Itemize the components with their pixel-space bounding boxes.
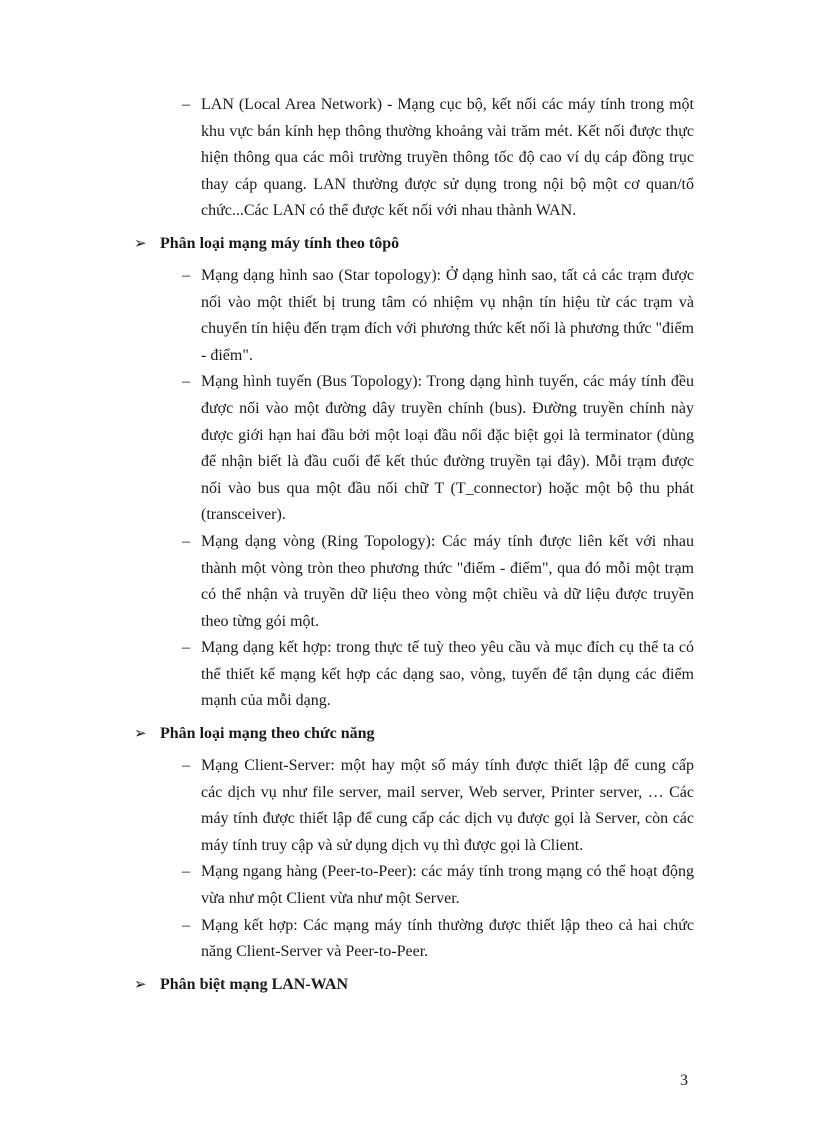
section-heading: [134, 724, 694, 744]
list-item-text: Mạng kết hợp: Các mạng máy tính thường được thiết lập theo cả hai chức năng Client-Server và Peer-to-Peer.: [201, 916, 694, 961]
dash-bullet: –: [182, 639, 190, 657]
dash-bullet: –: [182, 532, 190, 550]
list-item: [142, 369, 694, 529]
section-title: Phân loại mạng theo chức năng: [160, 725, 375, 743]
list-item: [142, 859, 694, 912]
dash-bullet: –: [182, 863, 190, 881]
dash-bullet: –: [182, 373, 190, 391]
section-heading: [134, 234, 694, 254]
list-item-text: Mạng dạng vòng (Ring Topology): Các máy tính được liên kết với nhau thành một vòng tròn theo phương thức "điểm - điểm", qua đó mỗi một trạm có thể nhận và truyền dữ liệu theo vòng một chiều và dữ liệu được truyền theo từng gói một.: [201, 532, 694, 630]
arrow-bullet-icon: ➢: [134, 976, 147, 993]
arrow-bullet-icon: ➢: [134, 235, 147, 252]
dash-bullet: –: [182, 757, 190, 775]
section-title: Phân loại mạng máy tính theo tôpô: [160, 234, 400, 252]
list-item: [142, 263, 694, 369]
section-function: [134, 724, 694, 966]
list-item-text: Mạng Client-Server: một hay một số máy tính được thiết lập để cung cấp các dịch vụ như file server, mail server, Web server, Printer server, … Các máy tính được thiết lập để cung cấp các dịch vụ được gọi là Server, còn các máy tính truy cập và sử dụng dịch vụ thì được gọi là Client.: [201, 757, 694, 854]
arrow-bullet-icon: ➢: [134, 726, 147, 743]
page-number: 3: [680, 1072, 688, 1089]
list-item-text: Mạng dạng hình sao (Star topology): Ở dạng hình sao, tất cả các trạm được nối vào một thiết bị trung tâm có nhiệm vụ nhận tín hiệu từ các trạm và chuyển tín hiệu đến trạm đích với phương thức kết nối là phương thức "điểm - điểm".: [201, 266, 694, 364]
list-item-text: Mạng dạng kết hợp: trong thực tế tuỳ theo yêu cầu và mục đích cụ thể ta có thể thiết kế mạng kết hợp các dạng sao, vòng, tuyến để tận dụng các điểm mạnh của mỗi dạng.: [201, 639, 694, 710]
dash-bullet: –: [182, 916, 190, 934]
dash-bullet: –: [182, 266, 190, 284]
page-content: [134, 92, 694, 1004]
list-item-text: LAN (Local Area Network) - Mạng cục bộ, kết nối các máy tính trong một khu vực bán kính hẹp thông thường khoảng vài trăm mét. Kết nối được thực hiện thông qua các môi trường truyền thông tốc độ cao ví dụ cáp đồng trục thay cáp quang. LAN thường được sử dụng trong nội bộ một cơ quan/tổ chức...Các LAN có thể được kết nối với nhau thành WAN.: [201, 96, 694, 220]
list-item: [142, 529, 694, 635]
list-item: [142, 635, 694, 715]
dash-bullet: –: [182, 96, 190, 113]
list-item-lan: [142, 92, 694, 225]
list-item: [142, 913, 694, 966]
section-lan-wan: [134, 975, 694, 995]
section-topology: [134, 234, 694, 715]
list-item-text: Mạng hình tuyến (Bus Topology): Trong dạng hình tuyến, các máy tính đều được nối vào một đường dây truyền chính (bus). Đường truyền chính này được giới hạn hai đầu bởi một loại đầu nối đặc biệt gọi là terminator (dùng để nhận biết là đầu cuối để kết thúc đường truyền tại đây). Mỗi trạm được nối vào bus qua một đầu nối chữ T (T_connector) hoặc một bộ thu phát (transceiver).: [201, 373, 694, 524]
section-title: Phân biệt mạng LAN-WAN: [160, 975, 349, 993]
list-item-text: Mạng ngang hàng (Peer-to-Peer): các máy tính trong mạng có thể hoạt động vừa như một Client vừa như một Server.: [201, 863, 694, 908]
list-item: [142, 753, 694, 859]
section-heading: [134, 975, 694, 995]
